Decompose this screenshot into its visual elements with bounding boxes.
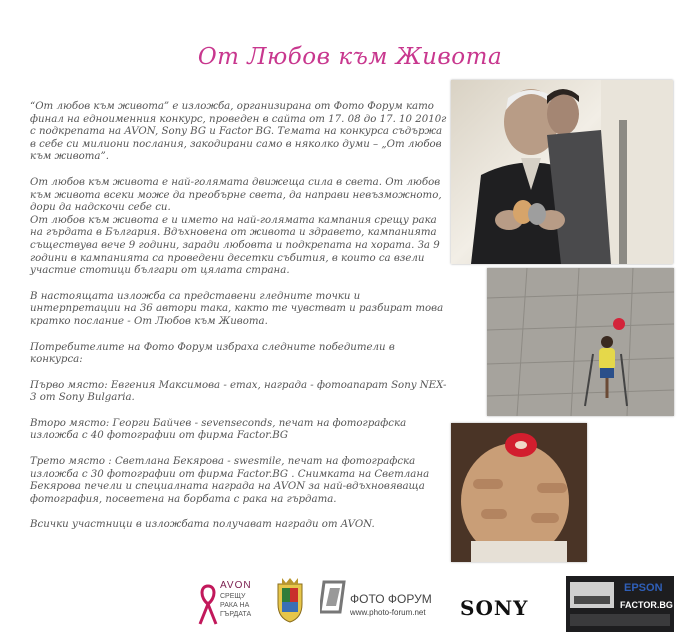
paragraph-second-place: Второ място: Георги Байчев - sevenseconds, печат на фотографска изложба с 40 фотографии от фирма Factor.BG xyxy=(30,417,407,442)
photo-forum-url: www.photo-forum.net xyxy=(350,608,426,617)
paragraph-intro: “От любов към живота” е изложба, организирана от Фото Форум като финал на едноименния конкурс, проведен в сайта от 17. 08 до 17. 10 2010г с подкрепата на AVON, Sony BG и Factor BG. Темата на конкурса съдържа в себе си милиони послания, закодирани само в няколко думи – „От любов към живота”. xyxy=(30,101,447,163)
paragraph-love-force: От любов към живота е най-голямата движеща сила в света. От любов към живота всеки може да преобърне света, да направи невъзможното, дори да надскочи себе си. xyxy=(30,176,442,214)
coat-of-arms-logo xyxy=(272,576,308,624)
epson-factor-logo xyxy=(566,576,674,632)
photo-belly-with-hands xyxy=(451,423,587,562)
avon-subtitle-line3: ГЪРДАТА xyxy=(220,611,252,618)
article-text xyxy=(30,101,448,545)
sony-logo: SONY xyxy=(460,596,529,620)
avon-subtitle-line1: СРЕЩУ xyxy=(220,593,246,600)
printer-image xyxy=(570,582,614,608)
factor-bg-wordmark: FACTOR.BG xyxy=(620,600,673,610)
photo-old-man-with-kittens xyxy=(451,80,673,264)
paragraph-exhibition: В настоящата изложба са представени гледните точки и интерпретации на 36 автори така, както те чувстват и разбират това кратко послание - От Любов към Живота. xyxy=(30,290,444,327)
avon-campaign-logo xyxy=(198,576,260,632)
avon-wordmark: AVON xyxy=(220,580,252,591)
avon-subtitle-line2: РАКА НА xyxy=(220,602,250,609)
camera-aperture-icon xyxy=(320,578,348,616)
pink-ribbon-icon xyxy=(198,582,218,626)
photo-forum-name: ФОТО ФОРУМ xyxy=(350,592,432,606)
photo-forum-logo xyxy=(320,576,440,632)
sponsor-logos xyxy=(0,570,700,642)
paragraph-winners-intro: Потребителите на Фото Форум избраха следните победители в конкурса: xyxy=(30,341,395,366)
photo-boy-on-crutches xyxy=(487,268,674,416)
paragraph-all-participants: Всички участници в изложбата получават награди от AVON. xyxy=(30,519,375,531)
epson-wordmark: EPSON xyxy=(624,582,663,594)
paragraph-first-place: Първо място: Евгения Максимова - emax, награда - фотоапарат Sony NEX-3 от Sony Bulgaria. xyxy=(30,379,447,404)
page-title: От Любов към Живота xyxy=(197,44,503,70)
paragraph-campaign: От любов към живота е и името на най-голямата кампания срещу рака на гърдата в България. Вдъхновена от живота и здравето, кампанията съществува вече 9 години, заради любовта и подкрепата на хората. За 9 години в кампанията са проведени десетки събития, в които са взели участие стотици българи от цялата страна. xyxy=(30,214,440,277)
paragraph-third-place: Трето място : Светлана Бекярова - swesmile, печат на фотографска изложба с 30 фотографии от фирма Factor.BG . Снимката на Светлана Бекярова печели и специалната награда на AVON за най-вдъхновяваща фотография, посветена на борбата с рака на гърдата. xyxy=(30,456,430,505)
